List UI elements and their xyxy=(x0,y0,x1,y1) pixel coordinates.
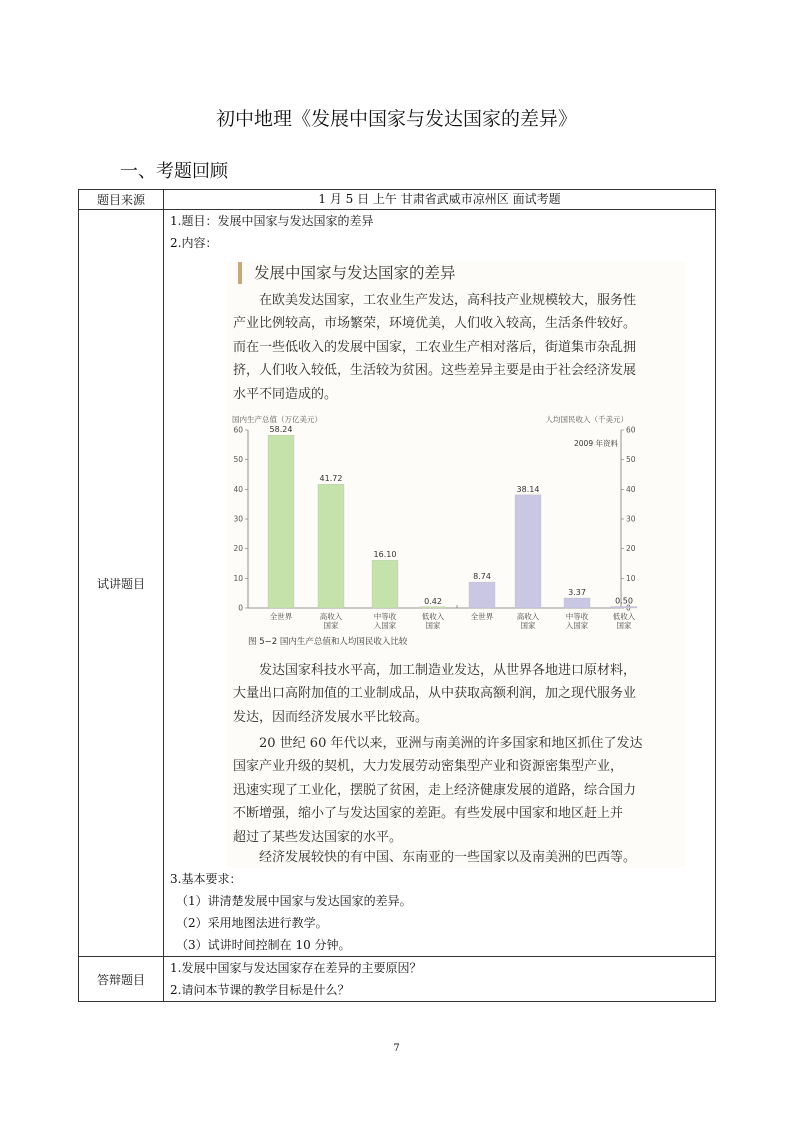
text-line: 经济发展较快的有中国、东南亚的一些国家以及南美洲的巴西等。 xyxy=(259,850,637,865)
gdp-income-bar-chart xyxy=(226,414,686,654)
text-line: 产业比例较高，市场繁荣，环境优美，人们收入较高，生活条件较好。 xyxy=(233,316,637,332)
textbook-excerpt xyxy=(226,262,686,868)
bar xyxy=(611,607,637,608)
right-tick-label: 30 xyxy=(626,514,636,524)
left-tick-label: 20 xyxy=(233,544,243,554)
defense-question: 2.请问本节课的教学目标是什么？ xyxy=(170,983,350,997)
chart-caption: 图 5−2 国内生产总值和人均国民收入比较 xyxy=(248,637,408,647)
bar-value-label: 3.37 xyxy=(568,588,586,598)
category-label: 国家 xyxy=(616,621,632,630)
exam-table xyxy=(78,189,716,1002)
category-label: 入国家 xyxy=(373,621,397,630)
category-label: 低收入 xyxy=(421,612,445,621)
category-label: 全世界 xyxy=(269,612,293,621)
category-label: 国家 xyxy=(323,621,339,630)
category-label: 国家 xyxy=(425,621,441,630)
left-tick-label: 10 xyxy=(233,573,243,583)
bar-value-label: 16.10 xyxy=(373,550,397,560)
bar xyxy=(420,607,446,608)
bar xyxy=(564,598,590,608)
text-line: 在欧美发达国家，工农业生产发达，高科技产业规模较大，服务性 xyxy=(259,293,637,308)
source-label: 题目来源 xyxy=(79,190,164,210)
left-tick-label: 50 xyxy=(233,455,243,465)
defense-question: 1.发展中国家与发达国家存在差异的主要原因？ xyxy=(170,961,422,975)
bar-value-label: 0.42 xyxy=(424,596,442,606)
section-heading: 一、考题回顾 xyxy=(120,161,228,182)
bar xyxy=(515,495,541,608)
text-line: 迅速实现了工业化，摆脱了贫困，走上经济健康发展的道路，综合国力 xyxy=(233,782,637,798)
right-tick-label: 10 xyxy=(626,573,636,583)
left-tick-label: 40 xyxy=(233,484,243,494)
requirement-item: （2）采用地图法进行教学。 xyxy=(176,916,328,930)
trial-row xyxy=(79,210,716,957)
text-line: 而在一些低收入的发展中国家，工农业生产相对落后，街道集市杂乱拥 xyxy=(233,339,637,355)
textbook-paragraph-2 xyxy=(233,659,683,729)
category-label: 入国家 xyxy=(565,621,589,630)
category-label: 中等收 xyxy=(565,612,589,621)
right-tick-label: 40 xyxy=(626,484,636,494)
content-line: 2.内容： xyxy=(170,236,218,250)
bar-value-label: 0.50 xyxy=(615,596,633,606)
category-label: 国家 xyxy=(520,621,536,630)
text-line: 20 世纪 60 年代以来，亚洲与南美洲的许多国家和地区抓住了发达 xyxy=(259,736,643,751)
text-line: 不断增强，缩小了与发达国家的差距。有些发展中国家和地区赶上并 xyxy=(233,806,624,822)
text-line: 挤，人们收入较低，生活较为贫困。这些差异主要是由于社会经济发展 xyxy=(233,363,637,379)
defense-label: 答辩题目 xyxy=(79,957,164,1002)
trial-label: 试讲题目 xyxy=(79,210,164,957)
text-line: 发达国家科技水平高，加工制造业发达，从世界各地进口原材料， xyxy=(259,663,637,678)
bar-value-label: 8.74 xyxy=(473,572,491,582)
bar xyxy=(372,560,398,608)
right-tick-label: 50 xyxy=(626,455,636,465)
right-axis-label: 人均国民收入（千美元） xyxy=(545,415,628,424)
text-line: 大量出口高附加值的工业制成品，从中获取高额利润，加之现代服务业 xyxy=(233,686,637,702)
right-tick-label: 60 xyxy=(626,425,636,435)
bar-value-label: 41.72 xyxy=(319,474,343,484)
bar-value-label: 58.24 xyxy=(269,425,293,435)
category-label: 高收入 xyxy=(319,612,343,621)
left-tick-label: 0 xyxy=(238,603,243,613)
topic-line: 1.题目：发展中国家与发达国家的差异 xyxy=(170,214,374,228)
category-label: 中等收 xyxy=(373,612,397,621)
text-line: 超过了某些发达国家的水平。 xyxy=(233,829,403,845)
text-line: 国家产业升级的契机，大力发展劳动密集型产业和资源密集型产业， xyxy=(233,759,624,775)
source-value: 1 月 5 日 上午 甘肃省武威市凉州区 面试考题 xyxy=(164,190,716,210)
requirement-item: （1）讲清楚发展中国家与发达国家的差异。 xyxy=(176,894,412,908)
left-tick-label: 30 xyxy=(233,514,243,524)
bar xyxy=(469,582,495,608)
textbook-paragraph-1 xyxy=(233,289,683,406)
bar xyxy=(318,484,344,608)
textbook-paragraph-3 xyxy=(233,732,683,849)
bar xyxy=(268,435,294,608)
text-line: 发达，因而经济发展水平比较高。 xyxy=(233,709,429,725)
textbook-heading: 发展中国家与发达国家的差异 xyxy=(238,262,456,284)
source-row xyxy=(79,190,716,210)
document-title: 初中地理《发展中国家与发达国家的差异》 xyxy=(215,108,577,130)
requirements-title: 3.基本要求： xyxy=(170,872,242,886)
category-label: 低收入 xyxy=(612,612,636,621)
trial-content xyxy=(164,210,716,957)
defense-content xyxy=(164,957,716,1002)
category-label: 全世界 xyxy=(470,612,494,621)
defense-row xyxy=(79,957,716,1002)
category-label: 高收入 xyxy=(516,612,540,621)
left-tick-label: 60 xyxy=(233,425,243,435)
requirement-item: （3）试讲时间控制在 10 分钟。 xyxy=(176,938,351,952)
left-axis-label: 国内生产总值（万亿美元） xyxy=(232,415,322,424)
page-number: 7 xyxy=(393,1043,400,1054)
text-line: 水平不同造成的。 xyxy=(233,386,338,402)
chart-note: 2009 年资料 xyxy=(574,439,618,448)
bar-value-label: 38.14 xyxy=(516,484,540,494)
textbook-paragraph-4 xyxy=(233,846,683,869)
right-tick-label: 20 xyxy=(626,544,636,554)
